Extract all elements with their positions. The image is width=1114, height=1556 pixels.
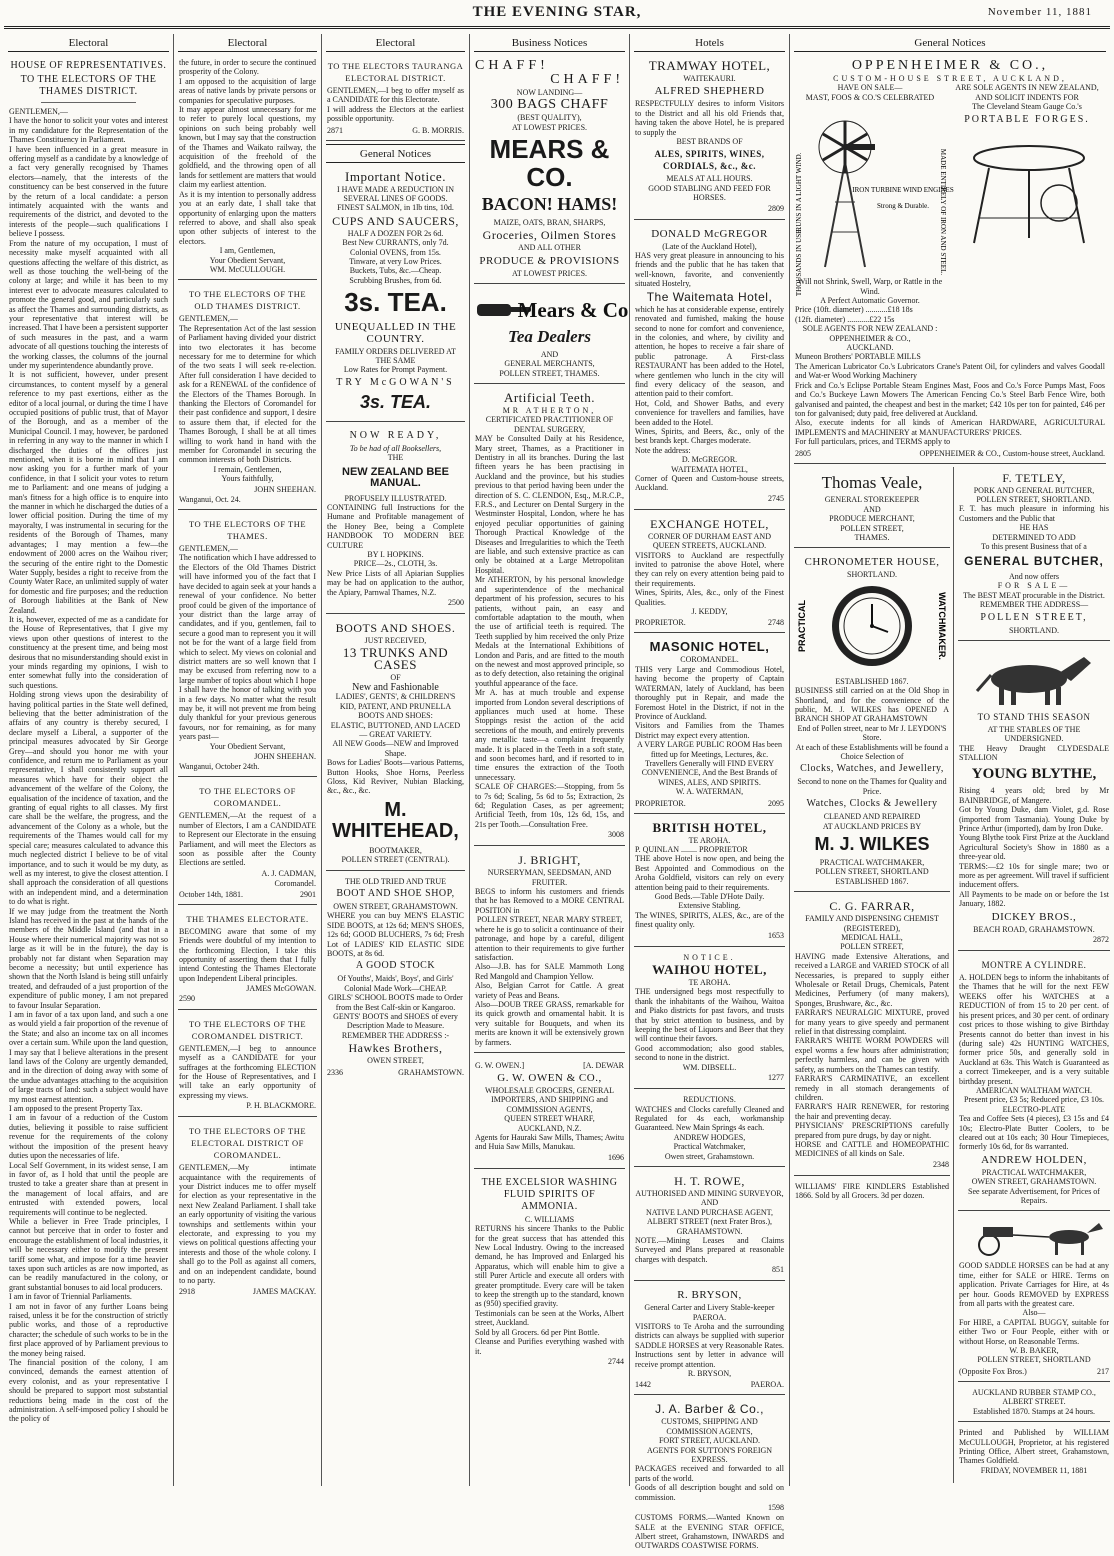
barber-agents-ad: J. A. Barber & Co., CUSTOMS, SHIPPING AND COMMISSION AGENTS, FORT STREET, AUCKLAND. AGENTS FOR SUTTON'S FOREIGN EXPRESS. PACKAGES received and forwarded to all parts of the world. Goods of all description bought and sold on commission. 1598 CUSTOMS FORMS.—Wanted Known on SALE at the EVENING STAR OFFICE, Albert street, Grahamstown, INWARDS and OUTWARDS COASTWISE FORMS.: [635, 1402, 784, 1551]
holden-watchmaker-ad: MONTRE A CYLINDRE. A. HOLDEN begs to inform the inhabitants of the Thames that he will for the next FEW WEEKS offer his WATCHES at a REDUCTION of from 15 to 20 per cent. of his present prices, and 30 per cent. of ordinary cost prices to those wishing to give Birthday Presents cannot do better than invest in his (during sale) 42s HUNTING WATCHES, former price 50s, and generally sold in Auckland at 63s. This Watch is Guaranteed as a correct Timekeeper, and is a very suitable birthday present. AMERICAN WALTHAM WATCH. Present price, £3 5s; Reduced price, £3 10s. ELECTRO-PLATE Tea and Coffee Sets (4 pieces), £3 15s and £4 10s; Electro-Plate Butter Coolers, to be cleared out at 10s each; 30 Hour Timepieces, formerly 10s 6d, for 8s warranted. ANDREW HOLDEN, PRACTICAL WATCHMAKER, OWEN STREET, GRAHAMSTOWN. See separate Advertisement, for Prices of Repairs.: [958, 954, 1110, 1211]
column-electoral-1: [4, 34, 174, 1486]
windmill-illustration: [795, 102, 954, 297]
column-heading: Electoral: [8, 34, 169, 52]
mears-logo-text: MEARS & CO.: [489, 134, 610, 192]
young-blythe-stallion-ad: TO STAND THIS SEASON AT THE STABLES OF THE UNDERSIGNED. THE Heavy Draught CLYDESDALE STALLION YOUNG BLYTHE, Rising 4 years old; bred by Mr BAINBRIDGE, of Mangere. Got by Young Duke, dam Violet, g.d. Rose (imported from Tasmania). Young Duke by Prince Arthur (imported), dam by Iron Duke. Young Blythe took First Prize at the Auckland Agricultural Society's Show in 1880 as a three-year old. TERMS:—£2 10s for single mare; two or more as per agreement. Will travel if sufficient inducement offers. All Payments to be made on or before the 1st January, 1882. DICKEY BROS., BEACH ROAD, GRAHAMSTOWN. 2872: [958, 644, 1110, 951]
clock-icon: [832, 586, 912, 666]
column-heading: Electoral: [178, 34, 317, 52]
windmill-icon: [819, 121, 875, 267]
hawkes-boots-ad: THE OLD TRIED AND TRUE BOOT AND SHOE SHOP, OWEN STREET, GRAHAMSTOWN. WHERE you can buy MEN'S ELASTIC SIDE BOOTS, at 12s 6d; MEN'S SHOES, 12s 6d; GOOD BLUCHERS, 7s 6d; Fresh Lot of LADIES' KID ELASTIC SIDE BOOTS, at 8s 6d. A GOOD STOCK Of Youths', Maids', Boys', and Girls' Colonial Made Work—CHEAP. GIRLS' SCHOOL BOOTS made to Order from the Best Calf-skin or Kangaroo. GENTS' BOOTS and SHOES of every Description Made to Measure. REMEMBER THE ADDRESS :- Hawkes Brothers, OWEN STREET, 2336 GRAHAMSTOWN.: [327, 876, 464, 1077]
side-text-thousands: THOUSANDS IN USE.: [795, 228, 803, 297]
atherton-dentist-ad: Artificial Teeth. MR ATHERTON, CERTIFICATED PRACTITIONER OF DENTAL SURGERY, MAY be Consulted Daily at his Residence, Mary street, Thames, as a Practitioner in Dentistry in all its branches. During the last fifteen years he has been practising in Auckland and the province, but his studies previous to that period having been under the direction of S. C. CLENDON, Esq., M.R.C.P., F.R.S., and Lecturer on Dental Surgery in the Westminster Hospital, London, where he has enjoyed peculiar opportunities of gaining Thorough Practical Knowledge of the Diseases and Irregularities to which the Teeth are liable, and such extensive practice as can only be obtained at a Large Metropolitan Hospital. Mr ATHERTON, by his personal knowledge and superintendence of the mechanical department of his profession, secures to his patients, without pain, an easy and comfortable adaptation to the mouth, when the use of artificial teeth is required. The Teeth supplied by him received the only Prize Medals at the International Exhibitions of London and Paris, and are fitted to the mouth on the newest and most approved principle, so as to defy detection, also retaining the original youthful appearance of the face. Mr A. has at much trouble and expense imported from London several descriptions of appliances much used at home. These Stoppings resist the action of the acid secretions of the mouth, and entirely prevents any metallic taste—a complaint frequently made. It is placed in the Teeth in a soft state, and soon becomes hard, and if resorted to in time ensures the extraction of the Tooth unnecessary. SCALE OF CHARGES:—Stopping, from 5s to 7s 6d; Scaling, 5s 6d to 5s; Extraction, 2s 6d; Regulation Cases, as per agreement; Artificial Teeth, from 10s, 12s 6d, 15s, and 21s per Tooth.—Consultation Free. 3008: [474, 387, 625, 846]
pointing-hand-icon: [475, 294, 629, 324]
tetley-butcher-ad: F. TETLEY, PORK AND GENERAL BUTCHER, POLLEN STREET, SHORTLAND. F. T. has much pleasure in informing his Customers and the Public that HE HAS DETERMINED TO ADD To this present Business that of a GENERAL BUTCHER, And now offers FOR SALE— The BEST MEAT procurable in the District. REMEMBER THE ADDRESS— POLLEN STREET, SHORTLAND.: [958, 467, 1110, 641]
bryson-livery-ad: R. BRYSON, General Carter and Livery Stable-keeper PAEROA. VISITORS to Te Aroha and the surrounding districts can always be supplied with superior SADDLE HORSES at very Reasonable Rates. Instructions sent by letter in advance will receive prompt attention. R. BRYSON, 1442 PAEROA.: [634, 1284, 785, 1395]
waitemata-hotel-ad: DONALD McGREGOR (Late of the Auckland Hotel), HAS very great pleasure in announcing to his friends and the public that he has taken that well-known, favorite, and conveniently situated Hostelry, The Waitemata Hotel, which he has at considerable expense, entirely renovated and furnished, making the house second to none for comfort and convenience, in the colonies, and where, by civility and attention, he hopes to receive a fair share of public patronage. A First-class RESTAURANT has been added to the Hotel, where gentlemen who lunch in the city will find every delicacy of the season, and attention paid to their comfort. Hot, Cold, and Shower Baths, and every convenience for travellers and families, have been added to the Hotel. Wines, Spirits, and Beers, &c., only of the best brands kept. Charges moderate. Note the address: D. McGREGOR. WAITEMATA HOTEL, Corner of Queen and Custom-house streets, Auckland. 2745: [634, 223, 785, 510]
waihou-hotel-ad: NOTICE. WAIHOU HOTEL, TE AROHA. THE undersigned begs most respectfully to thank the inhabitants of the Waihou, Waitoa and Piako districts for past favors, and trusts that by strict attention to business, and by keeping the best of Liquors and Beer that they will continue their favors. Good accommodation; also good stables, second to none in the district. WM. DIBSELL. 1277: [634, 950, 785, 1089]
masthead-rule: [4, 26, 1110, 29]
sheehan-thames-address: TO THE ELECTORS OF THE THAMES. GENTLEMEN,— The notification which I have addressed to the Electors of the Old Thames District will have informed you of the fact that I have decided to again seek at your hands a renewal of your confidence. No better proof could be given of the importance of your district than the large array of candidates, and if you, gentlemen, fail to secure a good man to represent you it will not be for the want of a large field from which to select. My views on colonial and district matters are so well known that I may be excused from referring now to a large number of topics about which I hope I shall have the honor of talking with you in a few days. No matter what the result may be, it will not prevent me from being duly thankful for your previous generous favours, nor for remaining, as for many years past— Your Obedient Servant, JOHN SHEEHAN. Wanganui, October 24th.: [178, 513, 317, 777]
british-hotel-ad: BRITISH HOTEL, TE AROHA. P. QUINLAN ........ PROPRIETOR THE above Hotel is now open, and being the Best Appointed and Commodious on the Aroha Goldfield, visitors can rely on every attention being paid to their requirements. Good Beds.—Table D'Hote Daily. Extensive Stabling. The WINES, SPIRITS, ALES, &c., are of the finest quality only. 1653: [634, 817, 785, 947]
baker-saddle-horses-ad: GOOD SADDLE HORSES can be had at any time, either for SALE or HIRE. Terms on application. Private Carriages for Hire, at 4s per hour. Goods REMOVED by EXPRESS from all parts with the greatest care. Also— For HIRE, a CAPITAL BUGGY, suitable for either Two or Four People, either with or without Horse, on Reasonable Terms. W. B. BAKER, POLLEN STREET, SHORTLAND (Opposite Fox Bros.) 217: [958, 1214, 1110, 1381]
masonic-hotel-ad: MASONIC HOTEL, COROMANDEL. THIS very Large and Commodious Hotel, having become the property of Captain WATERMAN, lately of Auckland, has been thoroughly put in Repair, and made the Foremost Hotel in the District, if not in the Province of Auckland. Visitors and Families from the Thames District may expect every attention. A VERY LARGE PUBLIC ROOM Has been fitted up for Meetings, Lectures, &c. Travellers Generally will FIND EVERY CONVENIENCE, And the Best Brands of WINES, ALES, AND SPIRITS. W. A. WATERMAN, PROPRIETOR. 2095: [634, 636, 785, 813]
column-hotels: [630, 34, 790, 1551]
column-business: [470, 34, 630, 1486]
masthead: [0, 0, 1114, 38]
issue-date: November 11, 1881: [987, 6, 1092, 18]
portable-forge-illustration: [949, 128, 1105, 248]
mccullough-address: HOUSE OF REPRESENTATIVES. TO THE ELECTORS OF THE THAMES DISTRICT. GENTLEMEN,— I have the honor to solicit your votes and interest in my candidature for the Representation of the Thames Constituency in Parliament. I have been influenced in a great measure in offering myself as a candidate by a knowledge of a fact very generally recognised by Thames electors—namely, that the interests of the constituency can be best conserved in the future by the return of a local candidate: a person intimately acquainted with the wants and requirements of the district, and devoted to the interests of the people—such qualifications I believe I possess. From the nature of my occupation, I must of necessity make myself acquainted with all questions affecting the welfare of this district, as well as those touching the well-being of the colony at large; and while it has been to my interest ever to advocate measures calculated to promote the general good, and particularly such as affect the Thames and surrounding districts, as your representative that interest will be increased. That I have been a persistent supporter of such measures in the past, and a warm advocate of all questions touching the interests of the working classes, the columns of the journal under my superintendence abundantly prove. It is not sufficient, however, under present circumstances, to content myself by a general reference to my past exertions, either as the editor of a local journal, or during the time I have occupied positions of public trust, that of Mayor of the Borough, and as a member of the Municipal Council. I may, however, be pardoned in referring in any way to the manner in which I discharged the duties of the offices just mentioned, when it is borne in mind that I am now asking you for a further mark of your confidence, in that I solicit your votes to return me to Parliament: and one means of judging a man's fitness for a high office is to enquire into the manner in which he discharged the duties of a lower official position. During the time of my mayoralty, I was instrumental in securing for the residents of the Borough of Thames, many advantages; I may mention a few—the endowment of 2000 acres on the Waihou river; the securing of the entire right to the Domestic Water Supply, besides a right to receive from the County Water Race, an unlimited supply of water for domestic and fire purposes; and the reduction of Borough liabilities at the Bank of New Zealand. It is, however, expected of me as a candidate for the House of Representatives, that I give my views upon other questions of interest to the constituency at the present time, and being most desirous that no misunderstanding should exist in your minds regarding my opinions, I wish to enter somewhat fully into the consideration of such questions. Holding strong views upon the desirability of having political parties in the State well defined, believing that the better administration of the affairs of any country is thereby secured, I declare myself a Liberal, a supporter of the principal measures advocated by Sir George Grey—and should you honor me with your confidence, and return me to Parliament as your representative, I shall consistently support all measures which have for their object the advancement of the welfare of the Colony, the equalisation of the incidence of taxation, and the granting of equal rights to all classes. My first care shall be the welfare, the progress, and the advancement of the Colony as a whole, but the requirements of the Thames would call for my special care; measures calculated to advance this much neglected district I believe to be of vital importance, and to such it would be my duty, as well as my interest, to give the closest attention. I shall approach the consideration of all questions with an independent mind, and a determination to do what is right. If we may judge from the treatment the North Island has received in the past at the hands of the members of the Middle Island (and that in a House where their numerical majority was not so large as it will be in the future), the day is probably not far distant when Separation may become a necessity; but until experience has shown that the North Island is being still unfairly treated, and defrauded of a just proportion of the expenditure of public money, I am not prepared to favour Insular Separation. I am in favor of a tax upon land, and such a one as would yield a fair proportion of the revenue of the State; and also an income tax on all incomes over a certain sum. While upon the land question, I may say that I believe alterations in the present land laws of the Colony are urgently demanded, and in the direction of doing away with some of the undue advantages attaching to the acquisition of large tracts of land: such a subject would have my most earnest attention. I am opposed to the present Property Tax. I am in favour of a reduction of the Custom duties, believing it possible to raise sufficient revenue for the requirements of the colony without the imposition of the present heavy duties upon the necessaries of life. Local Self Government, in its widest sense, I am in favor of, as I hold that until the people are trusted to take a greater share than at present in the management of local affairs, and are entrusted with extended powers, local requirements will continue to be neglected. While a believer in Free Trade principles, I cannot but perceive that in order to foster and encourage the establishment of local industries, it will be necessary either to modify the present tariff some what, and impose for a time heavier taxes upon such articles as are now imported, as can be readily manufactured in the colony, or grant substantial bonuses to aid local producers. I am in favor of Triennial Parliaments. I am not in favor of any further Loans being raised, unless it be for the construction of strictly public works, and those of a reproductive character; the schedule of such works to be in the first place approved of by Parliament previous to the money being raised. The financial position of the colony, I am convinced, demands the earnest attention of every colonist, and as your representative I should be prepared to support most substantial reductions being made in the cost of the administration. A self-imposed policy I should be the policy of: [9, 60, 168, 1424]
general-notices-right: [958, 467, 1110, 1484]
column-heading: Hotels: [634, 34, 785, 52]
column-electoral-3: [322, 34, 470, 1486]
horse-illustration: [959, 651, 1109, 707]
imprint: Printed and Published by WILLIAM McCULLOUGH, Proprietor, at his registered Printing Office, Albert street, Grahamstown, Thames Goldfield. FRIDAY, NOVEMBER 11, 1881: [959, 1428, 1109, 1475]
hodges-watch-ad: REDUCTIONS. WATCHES and Clocks carefully Cleaned and Regulated for 4s each, workmanship Guaranteed. New Main Springs 4s each. ANDREW HODGES, Practical Watchmaker, Owen street, Grahamstown.: [634, 1092, 785, 1167]
column-heading: General Notices: [794, 34, 1106, 52]
svg-text:PRACTICAL: PRACTICAL: [797, 599, 807, 652]
side-text-iron-steel: MADE ENTIRELY OF IRON AND STEEL.: [939, 149, 947, 276]
column-electoral-2: [174, 34, 322, 1486]
cadman-notice: TO THE ELECTORS OF COROMANDEL. GENTLEMEN,—At the request of a number of Electors, I am a CANDIDATE to Represent our Electorate in the ensuing Parliament, and will meet the Electors as soon as possible after the County Elections are settled. A. J. CADMAN, Coromandel. October 14th, 1881. 2901: [178, 780, 317, 904]
imprint-date: FRIDAY, NOVEMBER 11, 1881: [980, 1465, 1088, 1475]
mears-tea-dealers-ad: Mears & Co Tea Dealers AND GENERAL MERCHANTS, POLLEN STREET, THAMES.: [474, 287, 625, 384]
excelsior-washing-fluid-ad: THE EXCELSIOR WASHING FLUID SPIRITS OF AMMONIA. C. WILLIAMS RETURNS his sincere Thanks to the Public for the great success that has attended this New Local Industry. Owing to the increased demand, he has Improved and Enlarged his Apparatus, which will enable him to give a still Purer Article and execute all orders with greater promptitude. Every care will be taken to keep the strength up to the standard, known as (950) specified gravity. Testimonials can be seen at the Works, Albert street, Auckland. Sold by all Grocers. 6d per Pint Bottle. Cleanse and Purifies everything washed with it. 2744: [475, 1176, 624, 1366]
general-notices-heading: General Notices: [326, 144, 465, 163]
farrar-chemist-ad: C. G. FARRAR, FAMILY AND DISPENSING CHEMIST (REGISTERED), MEDICAL HALL, POLLEN STREET, HAVING made Extensive Alterations, and received a LARGE and VARIED STOCK of all Necessaries, is prepared to supply either Wholesale or Retail Drugs, Chemicals, Patent Medicines, Perfumery (of many makers), Sponges, Brushware, &c., &c. FARRAR'S NEURALGIC MIXTURE, proved for many years to give speedy and permanent relief in that distressing complaint. FARRAR'S WHITE WORM POWDERS will expel worms a few hours after administration; perfectly harmless, and can be given with safety, as numbers on the Thames can testify. FARRAR'S CARMINATIVE, an excellent remedy in all stomach derangements of children. FARRAR'S HAIR RENEWER, for restoring the hair and preventing decay. PHYSICIANS' PRESCRIPTIONS carefully prepared from pure drugs, by day or night. HORSE and CATTLE and HOMEOPATHIC MEDICINES of all kinds on Sale. 2348: [794, 895, 950, 1176]
bright-nursery-ad: J. BRIGHT, NURSERYMAN, SEEDSMAN, AND FRUITER. BEGS to inform his customers and friends that he has Removed to a MORE CENTRAL POSITION in POLLEN STREET, NEAR MARY STREET, where he is go to solicit a continuance of their patronage, and hope by a careful, diligent attention to their requirements to give further satisfaction. Also—J.B. has for SALE Mammoth Long Red Mangold and Champion Yellow. Also, Belgian Carrot for Cattle. A great variety of Peas and Beans. Also—DOUB TREE GRASS, remarkable for its quick growth and ornamental habit. It is very suitable for Bouquets, and when its merits are known it will be extensively grown by farmers.: [474, 849, 625, 1053]
williams-kindlers-ad: WILLIAMS' FIRE KINDLERS Established 1866. Sold by all Grocers. 3d per dozen.: [795, 1181, 949, 1201]
forge-icon: [974, 146, 1084, 243]
general-notices-left: [794, 467, 954, 1484]
sheehan-old-thames-address: TO THE ELECTORS OF THE OLD THAMES DISTRICT. GENTLEMEN,— The Representation Act of the last session of Parliament having divided your district into two electorates it has become necessary for me to determine for which of the two seats I will seek re-election. After full consideration I have decided to ask for a RENEWAL of the confidence of the Electors of the Thames Borough. In thanking the Electors of Coromandel for their past confidence and support, I desire to assure them that, if elected for the Thames Borough, I shall be at all times willing to work hand in hand with the member for Coromandel in securing the common interests of both Districts. I remain, Gentlemen, Yours faithfully, JOHN SHEEHAN. Wanganui, Oct. 24.: [178, 283, 317, 510]
svg-text:WATCHMAKER.: WATCHMAKER.: [937, 591, 947, 660]
owen-grocers-ad: G. W. OWEN.] [A. DEWAR G. W. OWEN & CO., WHOLESALE GROCERS, GENERAL IMPORTERS, AND SHIPPING and COMMISSION AGENTS, QUEEN STREET WHARF, AUCKLAND, N.Z. Agents for Hauraki Saw Mills, Thames; Awitu and Huia Saw Mills, Manukau. 1696: [474, 1056, 625, 1169]
rowe-surveyor-ad: H. T. ROWE, AUTHORISED AND MINING SURVEYOR, AND NATIVE LAND PURCHASE AGENT, ALBERT STREET (next Frater Bros.), GRAHAMSTOWN. NOTE.—Mining Leases and Claims Surveyed and Plans prepared at reasonable charges with despatch. 851: [634, 1170, 785, 1281]
side-text-runs-light-wind: RUNS IN A LIGHT WIND.: [795, 152, 803, 232]
blackmore-notice: TO THE ELECTORS OF THE COROMANDEL DISTRICT. GENTLEMEN,—I beg to announce myself as a CANDIDATE for your suffrages at the forthcoming ELECTION for the House of Representatives, and I will take an early opportunity of expressing my views. P. H. BLACKMORE.: [178, 1013, 317, 1117]
veale-storekeeper-ad: Thomas Veale, GENERAL STOREKEEPER AND PRODUCE MERCHANT, POLLEN STREET, THAMES.: [794, 467, 950, 549]
clock-illustration: [795, 580, 949, 672]
mcgowan-notice: THE THAMES ELECTORATE. BECOMING aware that some of my Friends were doubtful of my intention to the forthcoming Election, I take this opportunity of asserting them that I fully intend Contesting the Thames Electorate upon Independent Liberal principles. JAMES McGOWAN. 2590: [178, 908, 317, 1010]
mccullough-address-continued: the future, in order to secure the continued prosperity of the Colony. I am opposed to the acquisition of large areas of native lands by private persons or companies for speculative purposes. It may appear almost unnecessary for me to refer to purely local questions, my opinions on such being probably well known, but I may say that the construction of the Thames and Waikato railway, the acquisition of the freehold of the goldfield, and the throwing open of all lands for settlement are matters that would claim my earliest attention. As it is my intention to personally address you at an early date, I shall take that opportunity of enlarging upon the matters referred to above, and shall also speak upon other subjects of interest to the electors. I am, Gentlemen, Your Obedient Servant, WM. McCULLOUGH.: [178, 55, 317, 280]
column-heading: Business Notices: [474, 34, 625, 52]
mackay-notice: TO THE ELECTORS OF THE ELECTORAL DISTRICT OF COROMANDEL. GENTLEMEN,—My intimate acquaintance with the requirements of your District induces me to offer myself for election as your representative in the next New Zealand Parliament. I shall take an early opportunity of visiting the various townships and settlements within your electorate, and expressing to you my views on political questions affecting your interests and those of the whole colony. I shall go to the Poll as against all comers, and on an independent candidate, bound to no party. 2918 JAMES MACKAY.: [179, 1126, 316, 1297]
buggy-illustration: [959, 1221, 1109, 1257]
wilkes-watchmaker-ad: CHRONOMETER HOUSE, SHORTLAND. PRACTICAL WATCHMAKER. ESTABLISHED 1867. BUSINESS still carried on at the Old Shop in Shortland, and for the convenience of the public, M. J. WILKES has OPENED A BRANCH SHOP AT GRAHAMSTOWN End of Pollen street, near to Mr J. LEYDON'S Store. At each of these Establishments will be found a Choice Selection of Clocks, Watches, and Jewellery, Second to none on the Thames for Quality and Price. Watches, Clocks & Jewellery CLEANED AND REPAIRED AT AUCKLAND PRICES BY M. J. WILKES PRACTICAL WATCHMAKER, POLLEN STREET, SHORTLAND ESTABLISHED 1867.: [794, 551, 950, 892]
rubber-stamp-ad: AUCKLAND RUBBER STAMP CO., ALBERT STREET. Established 1870. Stamps at 24 hours.: [958, 1385, 1110, 1422]
exchange-hotel-ad: EXCHANGE HOTEL, CORNER OF DURHAM EAST AND QUEEN STREETS, AUCKLAND. VISITORS to Auckland are respectfully invited to patronise the above Hotel, where they can rely on every attention being paid to their requirements. Wines, Spirits, Ales, &c., only of the Finest Qualities. J. KEDDY, PROPRIETOR. 2748: [634, 513, 785, 634]
svg-text:Strong & Durable.: Strong & Durable.: [877, 202, 929, 211]
tramway-hotel-ad: TRAMWAY HOTEL, WAITEKAURI. ALFRED SHEPHERD RESPECTFULLY desires to inform Visitors to the District and all his old Friends that, having taken the above Hotel, he is prepared to supply the BEST BRANDS OF ALES, SPIRITS, WINES, CORDIALS, &c., &c. MEALS AT ALL HOURS. GOOD STABLING AND FEED FOR HORSES. 2809: [634, 55, 785, 220]
wind-engines-label: IRON TURBINE WIND ENGINES: [852, 186, 954, 195]
bee-manual-ad: NOW READY, To be had of all Booksellers, THE NEW ZEALAND BEE MANUAL. PROFUSELY ILLUSTRATED. CONTAINING full Instructions for the Humane and Profitable management of the Honey Bee, being a Complete HANDBOOK TO MODERN BEE CULTURE BY I. HOPKINS. PRICE—2s., CLOTH, 3s. New Price Lists of all Apiarian Supplies may be had on application to the author, the Apiary, Parnwal Thames, N.Z. 2500: [326, 425, 465, 614]
morris-notice: TO THE ELECTORS TAURANGA ELECTORAL DISTRICT. GENTLEMEN,—I beg to offer myself as a CANDIDATE for this Electorate. I will address the Electors at the earliest possible opportunity. 2871 G. B. MORRIS.: [326, 55, 465, 141]
horse-icon: [977, 657, 1091, 705]
mears-wordmark: Mears & Co: [517, 297, 629, 322]
column-heading: Electoral: [326, 34, 465, 52]
mcgowan-grocery-ad: Important Notice. I HAVE MADE A REDUCTION IN SEVERAL LINES OF GOODS. FINEST SALMON, in 1lb tins, 10d. CUPS AND SAUCERS, HALF A DOZEN FOR 2s 6d. Best New CURRANTS, only 7d. Colonial OVENS, from 15s. Tinware, at very Low Prices. Buckets, Tubs, &c.—Cheap. Scrubbing Brushes, from 6d. 3s. TEA. UNEQUALLED IN THE COUNTRY. FAMILY ORDERS DELIVERED AT THE SAME Low Rates for Prompt Payment. TRY McGOWAN'S 3s. TEA.: [326, 166, 465, 422]
oppenheimer-ad: OPPENHEIMER & CO., CUSTOM-HOUSE STREET, AUCKLAND, HAVE ON SALE— MAST, FOOS & CO.'S CELEBRATED RUNS IN A LIGHT WIND. THOUSANDS IN USE. MADE ENTIRELY OF IRON AND STEEL. IRON TURBINE WIND ENGINES Strong & Durable. Will not Shrink, Swell, Warp, or Rattle in the Wind. A Perfect Automatic Governor. Price (10ft. diameter) ...........£18 18s (12ft. diameter) ...........£22 15s SOLE AGENTS FOR NEW ZEALAND : OPPENHEIMER & CO., AUCKLAND. ARE SOLE AGENTS IN NEW ZEALAND, AND SOLICIT INDENTS FOR The Cleveland Steam Gauge Co.'s PORTABLE FORGES. Muneon Brothers' PORTABLE MILLS The American Lubricator Co.'s Lubricators Crane's Patent Oil, for cylinders and valves Goodall and Wat-er Wood Working Machinery Frick and Co.'s Eclipse Portable Steam Engines Mast, Foos and Co.'s Force Pumps Mast, Foos and Co.'s Buckeye Lawn Mowers The American Fencing Co.'s Steel Barb Fence Wire, both galvanised and painted, the cheapest and best in the market; £42 10s per ton for painted, £46 per ton for galvanised; duty paid, free delivered at Auckland. Also, execute indents for all kinds of American HARDWARE, AGRICULTURAL IMPLEMENTS and MACHINERY at MANUFACTURERS' PRICES. For full particulars, prices, and TERMS apply to 2805 OPPENHEIMER & CO., Custom-house street, Auckland.: [794, 55, 1106, 464]
tea-price-heading: 3s. TEA.: [344, 287, 447, 318]
mears-chaff-ad: CHAFF! CHAFF! NOW LANDING— 300 BAGS CHAFF (BEST QUALITY), AT LOWEST PRICES. MEARS & CO. BACON! HAMS! MAIZE, OATS, BRAN, SHARPS, Groceries, Oilmen Stores AND ALL OTHER PRODUCE & PROVISIONS AT LOWEST PRICES.: [474, 55, 625, 284]
horse-buggy-icon: [979, 1223, 1103, 1255]
newspaper-title: THE EVENING STAR,: [472, 4, 642, 20]
column-general-notices: [790, 34, 1110, 1486]
whitehead-boots-ad: BOOTS AND SHOES. JUST RECEIVED, 13 TRUNKS AND CASES OF New and Fashionable LADIES', GENTS', & CHILDREN'S KID, PATENT, AND PRUNELLA BOOTS AND SHOES: ELASTIC, BUTTONED, AND LACED— GREAT VARIETY. All NEW Goods—NEW and Improved Shape. Bows for Ladies' Boots—various Patterns, Button Hooks, Shoe Horns, Peerless Gloss, Kid Reviver, Nubian Blacking, &c., &c., &c. M. WHITEHEAD, BOOTMAKER, POLLEN STREET (CENTRAL).: [326, 617, 465, 871]
